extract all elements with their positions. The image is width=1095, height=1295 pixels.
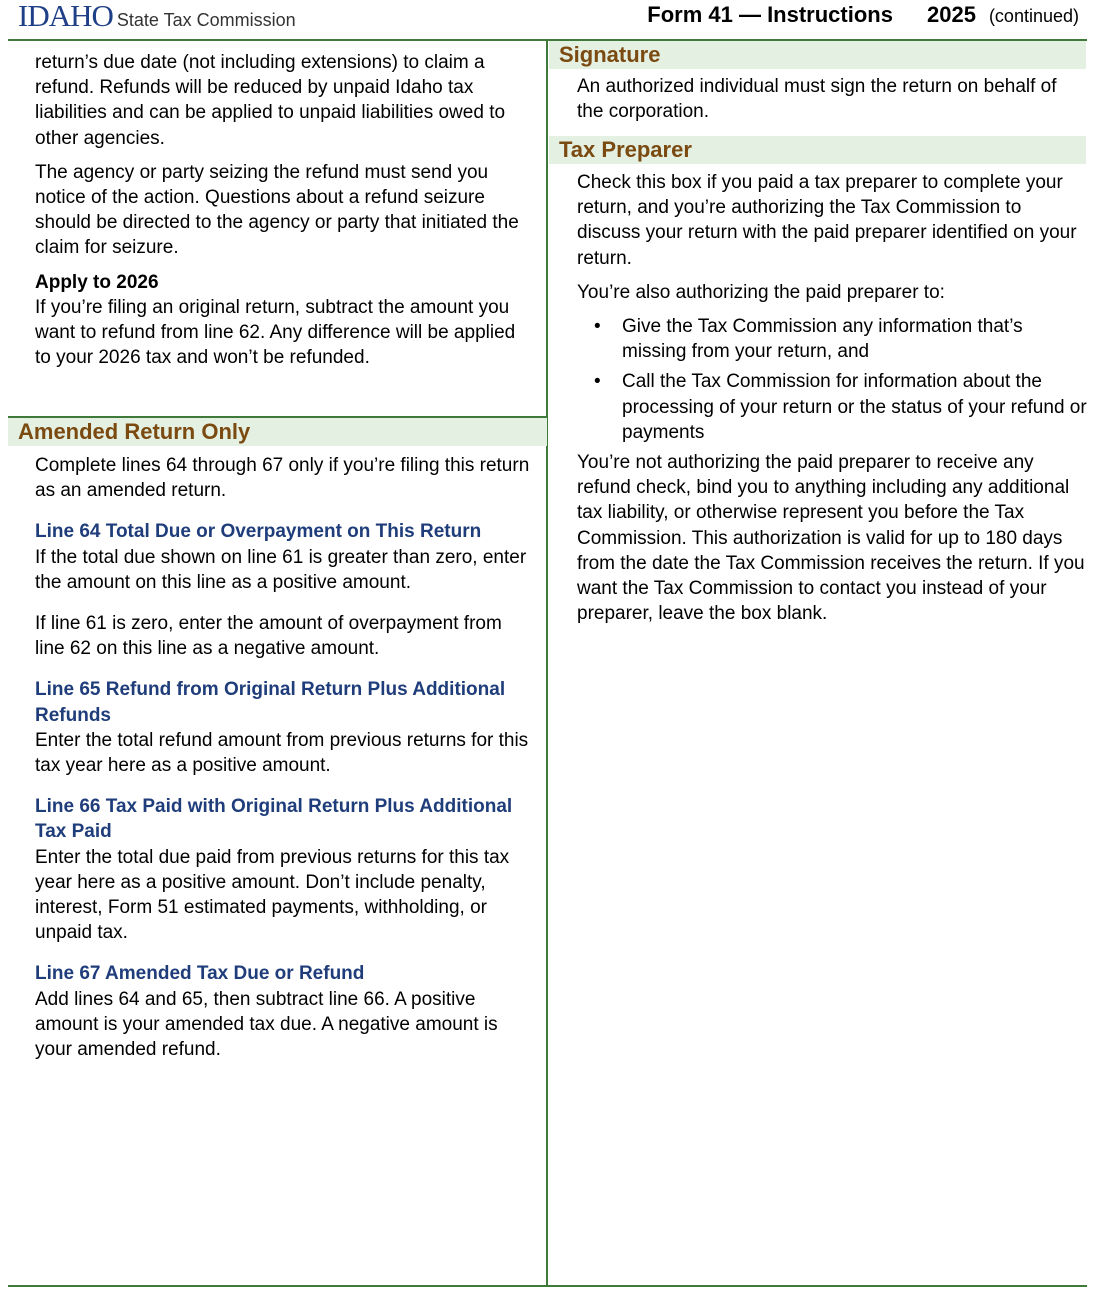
form-title-block bbox=[647, 2, 1079, 28]
form-year: 2025 bbox=[926, 2, 976, 27]
line67-heading: Line 67 Amended Tax Due or Refund bbox=[35, 963, 365, 985]
line64-paragraph-2: If line 61 is zero, enter the amount of overpayment from line 62 on this line as a negative amount. bbox=[35, 613, 502, 660]
apply-2026-text: If you’re filing an original return, subtract the amount you want to refund from line 62. Any difference will be applied to your 2026 tax and won’t be refunded. bbox=[35, 296, 516, 369]
left-column bbox=[35, 50, 530, 370]
amended-return-heading: Amended Return Only bbox=[8, 418, 547, 446]
tax-preparer-heading: Tax Preparer bbox=[549, 136, 1086, 164]
line66-paragraph: Enter the total due paid from previous returns for this tax year here as a positive amount. Don’t include penalty, interest, Form 51 estimated payments, withholding, or unpaid tax. bbox=[35, 846, 510, 944]
page-header bbox=[0, 0, 1095, 40]
line64-paragraph-1: If the total due shown on line 61 is greater than zero, enter the amount on this line as a positive amount. bbox=[35, 546, 527, 593]
preparer-authorization-list bbox=[577, 314, 1087, 445]
idaho-tax-logo bbox=[18, 0, 296, 36]
list-item bbox=[577, 314, 1087, 364]
continued-label: (continued) bbox=[988, 6, 1079, 26]
column-divider bbox=[546, 40, 548, 1286]
amended-section bbox=[35, 453, 530, 1062]
bullet-icon: • bbox=[594, 316, 601, 338]
signature-paragraph: An authorized individual must sign the return on behalf of the corporation. bbox=[577, 76, 1057, 123]
tax-preparer-section bbox=[577, 170, 1087, 626]
logo-subtitle: State Tax Commission bbox=[116, 10, 296, 30]
preparer-paragraph-3: You’re not authorizing the paid preparer to receive any refund check, bind you to anything including any additional tax liability, or otherwise represent you before the Tax Commission. This authorization is valid for up to 180 days from the date the Tax Commission receives the return. If you want the Tax Commission to contact you instead of your preparer, leave the box blank. bbox=[577, 452, 1085, 625]
preparer-paragraph-1: Check this box if you paid a tax preparer to complete your return, and you’re authorizing the Tax Commission to discuss your return with the paid preparer identified on your return. bbox=[577, 172, 1077, 269]
list-item-text: Give the Tax Commission any information that’s missing from your return, and bbox=[622, 316, 1023, 363]
footer-rule bbox=[8, 1285, 1087, 1287]
line64-heading: Line 64 Total Due or Overpayment on This Return bbox=[35, 521, 482, 543]
signature-section bbox=[577, 74, 1087, 124]
apply-2026-heading: Apply to 2026 bbox=[35, 271, 159, 293]
list-item-text: Call the Tax Commission for information about the processing of your return or the status of your refund or payments bbox=[622, 371, 1087, 443]
refund-seizure-paragraph: The agency or party seizing the refund must send you notice of the action. Questions about a refund seizure should be directed to the agency or party that initiated the claim for seizure. bbox=[35, 161, 519, 259]
form-title: Form 41 — Instructions bbox=[647, 2, 893, 27]
line67-paragraph: Add lines 64 and 65, then subtract line 66. A positive amount is your amended tax due. A negative amount is your amended refund. bbox=[35, 988, 498, 1061]
signature-heading: Signature bbox=[549, 41, 1086, 69]
line65-paragraph: Enter the total refund amount from previous returns for this tax year here as a positive amount. bbox=[35, 729, 529, 777]
line66-heading: Line 66 Tax Paid with Original Return Plus Additional Tax Paid bbox=[35, 796, 513, 843]
bullet-icon: • bbox=[594, 371, 601, 393]
amended-intro: Complete lines 64 through 67 only if you’re filing this return as an amended return. bbox=[35, 455, 530, 502]
list-item bbox=[577, 369, 1087, 445]
logo-wordmark: IDAHO bbox=[18, 0, 113, 33]
line65-heading: Line 65 Refund from Original Return Plus Additional Refunds bbox=[35, 679, 506, 726]
refund-intro-paragraph: return’s due date (not including extensions) to claim a refund. Refunds will be reduced by unpaid Idaho tax liabilities and can be applied to unpaid liabilities owed to other agencies. bbox=[35, 52, 506, 149]
preparer-paragraph-2: You’re also authorizing the paid preparer to: bbox=[577, 281, 945, 303]
